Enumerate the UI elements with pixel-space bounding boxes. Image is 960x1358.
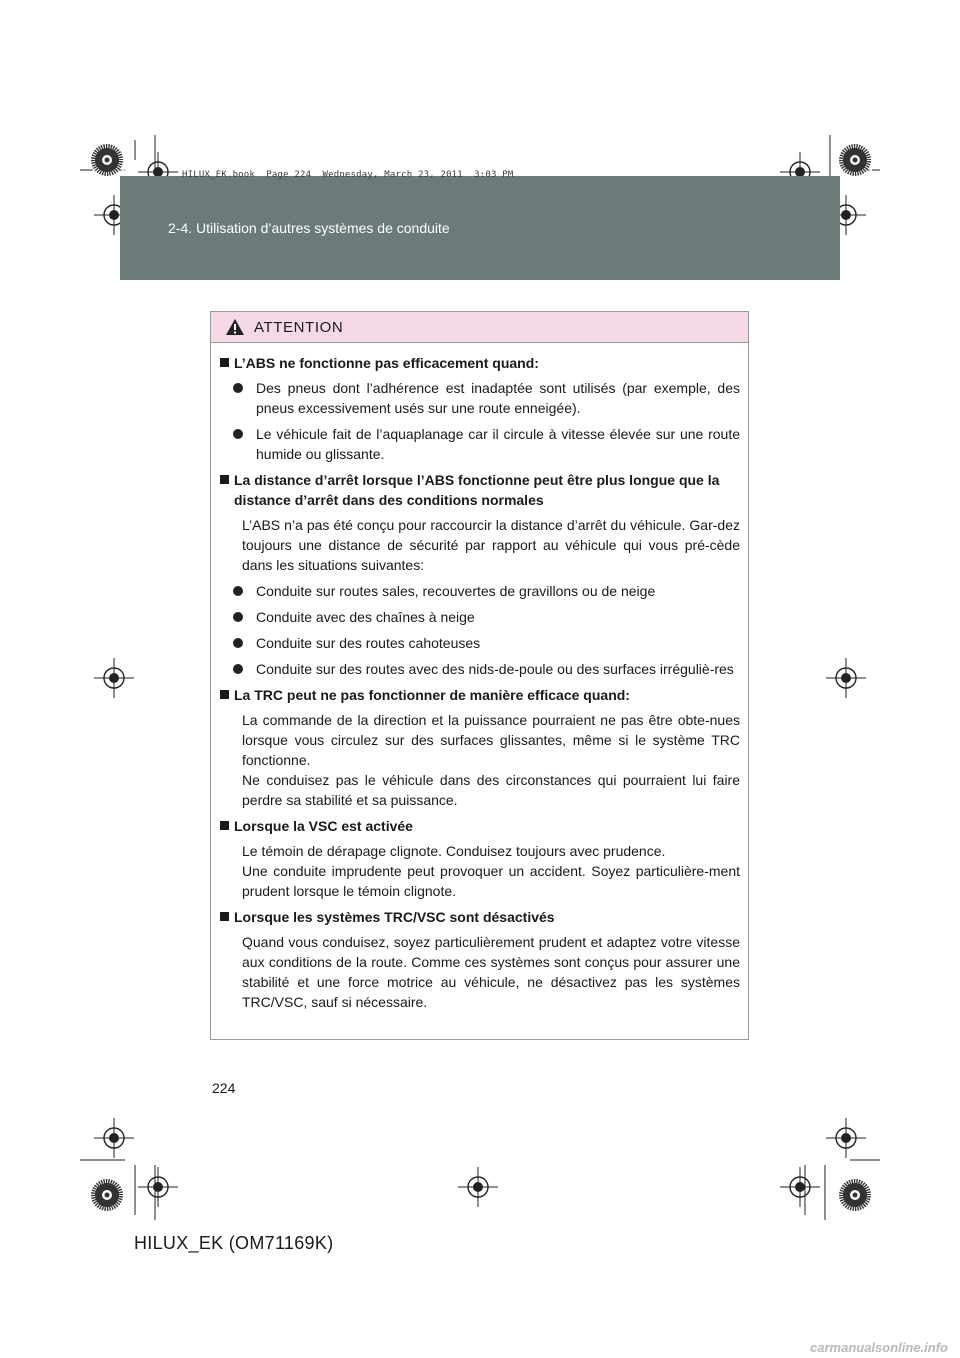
- paragraph: Le témoin de dérapage clignote. Conduisez toujours avec prudence.: [242, 843, 666, 859]
- warning-header: [211, 312, 748, 343]
- list-item: Conduite sur des routes avec des nids-de-poule ou des surfaces irréguliè-res: [219, 659, 740, 679]
- list-item: Conduite avec des chaînes à neige: [219, 607, 740, 627]
- paragraph: L’ABS n’a pas été conçu pour raccourcir la distance d’arrêt du véhicule. Gar-dez toujours une distance de sécurité par rapport au véhicule qui vous pré-cède dans les situations suivantes:: [242, 517, 740, 573]
- bullet-icon: [233, 383, 243, 393]
- section-title: 2-4. Utilisation d’autres systèmes de conduite: [168, 220, 450, 236]
- paragraph: Quand vous conduisez, soyez particulièrement prudent et adaptez votre vitesse aux conditions de la route. Comme ces systèmes sont conçus pour assurer une stabilité et une force motrice au véhicule, ne désactivez pas les systèmes TRC/VSC, sauf si nécessaire.: [242, 934, 740, 1010]
- warning-triangle-icon: [225, 318, 245, 336]
- heading-vsc-active: Lorsque la VSC est activée: [219, 816, 740, 836]
- list-item: Des pneus dont l’adhérence est inadaptée sont utilisés (par exemple, des pneus excessivement usés sur une route enneigée).: [219, 378, 740, 418]
- bullet-icon: [233, 429, 243, 439]
- list-item: Conduite sur des routes cahoteuses: [219, 633, 740, 653]
- list-item: Conduite sur routes sales, recouvertes de gravillons ou de neige: [219, 581, 740, 601]
- heading-stopping-distance: La distance d’arrêt lorsque l’ABS fonctionne peut être plus longue que la distance d’arrêt dans des conditions normales: [219, 470, 740, 510]
- heading-trc-vsc-off: Lorsque les systèmes TRC/VSC sont désactivés: [219, 907, 740, 927]
- heading-trc-inefficient: La TRC peut ne pas fonctionner de manière efficace quand:: [219, 685, 740, 705]
- paragraph: La commande de la direction et la puissance pourraient ne pas être obte-nues lorsque vous circulez sur des surfaces glissantes, même si le système TRC fonctionne.: [242, 712, 740, 768]
- page-number: 224: [212, 1080, 236, 1096]
- book-print-stamp: HILUX_EK.book Page 224 Wednesday, March 23, 2011 3:03 PM: [182, 170, 514, 180]
- heading-abs-inefficient: L’ABS ne fonctionne pas efficacement quand:: [219, 353, 740, 373]
- paragraph: Une conduite imprudente peut provoquer un accident. Soyez particulière-ment prudent lorsque le témoin clignote.: [242, 863, 740, 899]
- warning-body: [211, 343, 748, 1012]
- site-watermark: carmanualsonline.info: [810, 1340, 948, 1355]
- warning-title: ATTENTION: [254, 318, 344, 336]
- paragraph: Ne conduisez pas le véhicule dans des circonstances qui pourraient lui faire perdre sa stabilité et sa puissance.: [242, 772, 740, 808]
- document-id: HILUX_EK (OM71169K): [134, 1233, 334, 1253]
- list-item: Le véhicule fait de l’aquaplanage car il circule à vitesse élevée sur une route humide ou glissante.: [219, 424, 740, 464]
- bullet-icon: [233, 664, 243, 674]
- bullet-icon: [233, 612, 243, 622]
- bullet-icon: [233, 638, 243, 648]
- warning-box: [210, 311, 749, 1040]
- bullet-icon: [233, 586, 243, 596]
